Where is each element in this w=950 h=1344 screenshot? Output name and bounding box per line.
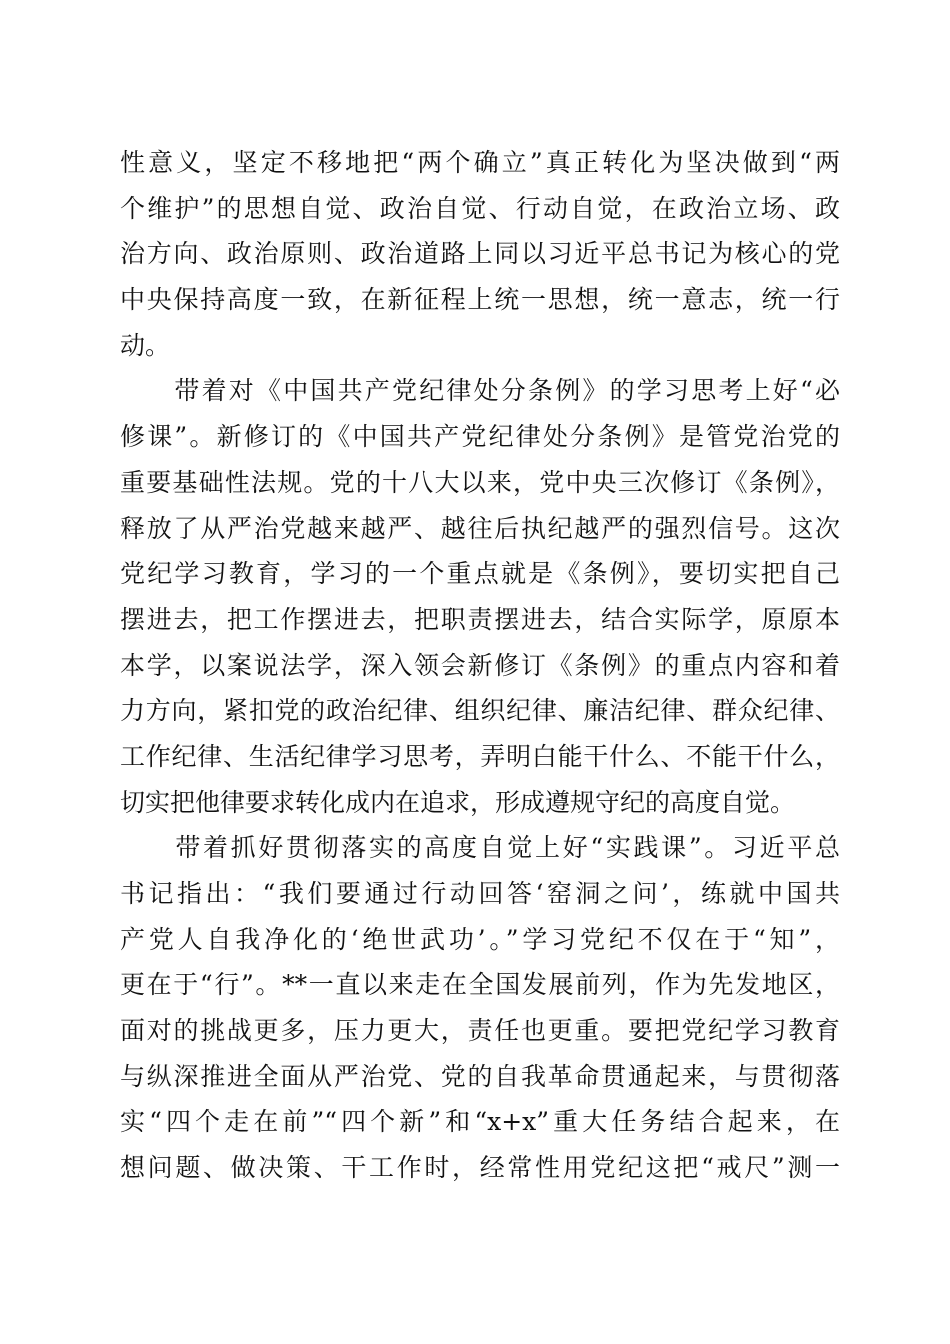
text-line: 力方向，紧扣党的政治纪律、组织纪律、廉洁纪律、群众纪律、 bbox=[120, 696, 840, 726]
text-line: 切实把他律要求转化成内在追求，形成遵规守纪的高度自觉。 bbox=[120, 787, 796, 817]
text-line: 治方向、政治原则、政治道路上同以习近平总书记为核心的党 bbox=[120, 239, 840, 269]
text-line: 产党人自我净化的‘绝世武功’。”学习党纪不仅在于“知”， bbox=[120, 924, 840, 954]
text-line: 释放了从严治党越来越严、越往后执纪越严的强烈信号。这次 bbox=[120, 513, 840, 543]
text-line: 面对的挑战更多，压力更大，责任也更重。要把党纪学习教育 bbox=[120, 1016, 840, 1046]
text-line: 实“四个走在前”“四个新”和“x+x”重大任务结合起来，在 bbox=[120, 1107, 840, 1137]
text-line: 书记指出：“我们要通过行动回答‘窑洞之问’，练就中国共 bbox=[120, 879, 840, 908]
text-line: 更在于“行”。**一直以来走在全国发展前列，作为先发地区， bbox=[120, 970, 840, 1000]
text-line: 重要基础性法规。党的十八大以来，党中央三次修订《条例》， bbox=[120, 467, 840, 497]
body-text bbox=[120, 140, 840, 1191]
text-line: 带着抓好贯彻落实的高度自觉上好“实践课”。习近平总 bbox=[120, 833, 840, 863]
text-line: 摆进去，把工作摆进去，把职责摆进去，结合实际学，原原本 bbox=[120, 604, 840, 634]
text-line: 性意义，坚定不移地把“两个确立”真正转化为坚决做到“两 bbox=[120, 148, 840, 177]
text-line: 带着对《中国共产党纪律处分条例》的学习思考上好“必 bbox=[120, 376, 840, 406]
text-line: 想问题、做决策、干工作时，经常性用党纪这把“戒尺”测一 bbox=[120, 1153, 840, 1183]
text-line: 本学，以案说法学，深入领会新修订《条例》的重点内容和着 bbox=[120, 650, 840, 680]
text-line: 个维护”的思想自觉、政治自觉、行动自觉，在政治立场、政 bbox=[120, 193, 840, 223]
text-line: 党纪学习教育，学习的一个重点就是《条例》，要切实把自己 bbox=[120, 559, 840, 589]
text-line: 与纵深推进全面从严治党、党的自我革命贯通起来，与贯彻落 bbox=[120, 1061, 840, 1091]
text-line: 修课”。新修订的《中国共产党纪律处分条例》是管党治党的 bbox=[120, 422, 840, 452]
text-line: 中央保持高度一致，在新征程上统一思想，统一意志，统一行 bbox=[120, 285, 840, 315]
text-line: 工作纪律、生活纪律学习思考，弄明白能干什么、不能干什么， bbox=[120, 741, 840, 771]
text-line: 动。 bbox=[120, 330, 171, 360]
